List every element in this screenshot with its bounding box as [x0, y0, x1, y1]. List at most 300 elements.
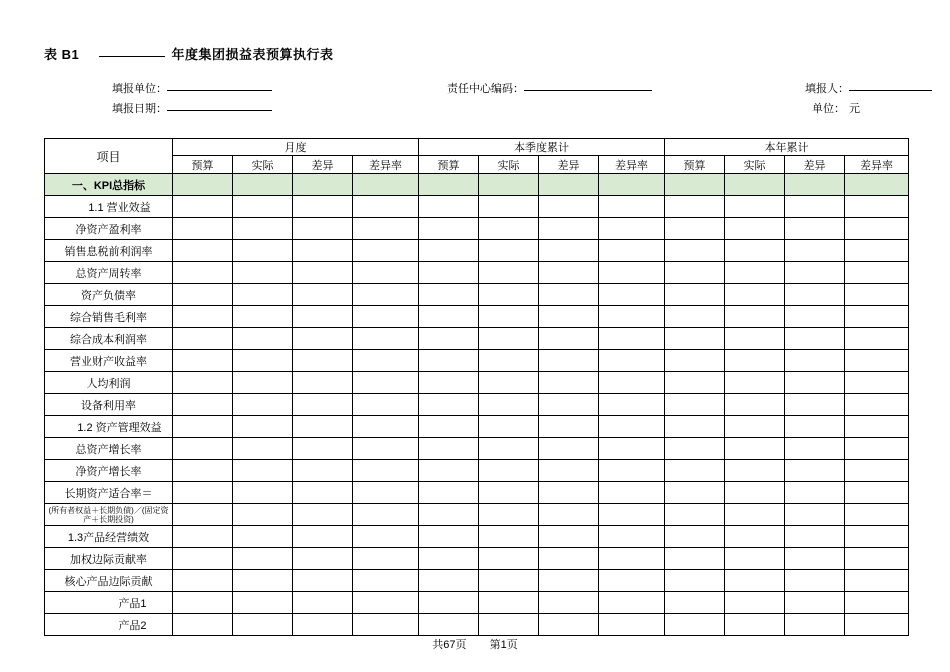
subheader-quarter-actual: 实际	[479, 156, 539, 174]
data-cell[interactable]	[233, 328, 293, 350]
table-row	[45, 548, 909, 570]
table-row	[45, 394, 909, 416]
data-cell[interactable]	[725, 482, 785, 504]
document-title-row	[44, 44, 334, 63]
data-cell[interactable]	[419, 416, 479, 438]
data-cell[interactable]	[599, 196, 665, 218]
data-cell[interactable]	[233, 570, 293, 592]
data-cell[interactable]	[725, 372, 785, 394]
data-cell[interactable]	[599, 614, 665, 636]
data-cell[interactable]	[725, 196, 785, 218]
data-cell[interactable]	[353, 218, 419, 240]
data-cell[interactable]	[599, 504, 665, 526]
data-cell[interactable]	[233, 614, 293, 636]
table-row	[45, 504, 909, 526]
data-cell[interactable]	[293, 394, 353, 416]
data-cell[interactable]	[479, 526, 539, 548]
data-cell[interactable]	[293, 416, 353, 438]
data-cell[interactable]	[419, 526, 479, 548]
data-cell[interactable]	[173, 174, 233, 196]
data-cell[interactable]	[599, 526, 665, 548]
data-cell[interactable]	[599, 218, 665, 240]
data-cell[interactable]	[353, 174, 419, 196]
data-cell[interactable]	[725, 262, 785, 284]
data-cell[interactable]	[725, 504, 785, 526]
data-cell[interactable]	[665, 174, 725, 196]
data-cell[interactable]	[785, 350, 845, 372]
data-cell[interactable]	[233, 394, 293, 416]
fill-unit-input[interactable]	[167, 90, 272, 91]
data-cell[interactable]	[233, 174, 293, 196]
data-cell[interactable]	[353, 262, 419, 284]
data-cell[interactable]	[353, 372, 419, 394]
data-cell[interactable]	[479, 482, 539, 504]
data-cell[interactable]	[785, 614, 845, 636]
data-cell[interactable]	[419, 438, 479, 460]
data-cell[interactable]	[845, 570, 909, 592]
data-cell[interactable]	[173, 372, 233, 394]
data-cell[interactable]	[785, 196, 845, 218]
data-cell[interactable]	[539, 548, 599, 570]
data-cell[interactable]	[479, 306, 539, 328]
data-cell[interactable]	[845, 328, 909, 350]
data-cell[interactable]	[419, 284, 479, 306]
row-label: 长期资产适合率＝	[45, 482, 173, 504]
data-cell[interactable]	[845, 548, 909, 570]
data-cell[interactable]	[539, 174, 599, 196]
data-cell[interactable]	[233, 218, 293, 240]
data-cell[interactable]	[539, 482, 599, 504]
data-cell[interactable]	[233, 482, 293, 504]
data-cell[interactable]	[293, 328, 353, 350]
row-label: 总资产增长率	[45, 438, 173, 460]
data-cell[interactable]	[173, 526, 233, 548]
data-cell[interactable]	[233, 548, 293, 570]
table-row	[45, 174, 909, 196]
data-cell[interactable]	[599, 482, 665, 504]
data-cell[interactable]	[725, 394, 785, 416]
row-label: 总资产周转率	[45, 262, 173, 284]
data-cell[interactable]	[173, 284, 233, 306]
data-cell[interactable]	[599, 350, 665, 372]
data-cell[interactable]	[539, 372, 599, 394]
subheader-quarter-variance-rate: 差异率	[599, 156, 665, 174]
data-cell[interactable]	[479, 570, 539, 592]
data-cell[interactable]	[173, 218, 233, 240]
data-cell[interactable]	[479, 504, 539, 526]
data-cell[interactable]	[233, 196, 293, 218]
data-cell[interactable]	[665, 262, 725, 284]
data-cell[interactable]	[845, 460, 909, 482]
row-label: 综合成本利润率	[45, 328, 173, 350]
data-cell[interactable]	[419, 328, 479, 350]
subheader-month-budget: 预算	[173, 156, 233, 174]
data-cell[interactable]	[353, 284, 419, 306]
data-cell[interactable]	[293, 284, 353, 306]
data-cell[interactable]	[845, 372, 909, 394]
data-cell[interactable]	[599, 570, 665, 592]
data-cell[interactable]	[233, 240, 293, 262]
data-cell[interactable]	[419, 174, 479, 196]
data-cell[interactable]	[293, 350, 353, 372]
data-cell[interactable]	[173, 438, 233, 460]
data-cell[interactable]	[173, 416, 233, 438]
data-cell[interactable]	[665, 372, 725, 394]
data-cell[interactable]	[479, 394, 539, 416]
data-cell[interactable]	[785, 460, 845, 482]
subheader-quarter-budget: 预算	[419, 156, 479, 174]
data-cell[interactable]	[233, 350, 293, 372]
data-cell[interactable]	[539, 328, 599, 350]
data-cell[interactable]	[785, 262, 845, 284]
data-cell[interactable]	[479, 284, 539, 306]
field-fill-unit	[112, 80, 272, 96]
data-cell[interactable]	[479, 614, 539, 636]
data-cell[interactable]	[479, 438, 539, 460]
data-cell[interactable]	[725, 526, 785, 548]
data-cell[interactable]	[785, 482, 845, 504]
table-row	[45, 416, 909, 438]
data-cell[interactable]	[599, 372, 665, 394]
data-cell[interactable]	[353, 548, 419, 570]
data-cell[interactable]	[353, 394, 419, 416]
data-cell[interactable]	[419, 460, 479, 482]
data-cell[interactable]	[293, 174, 353, 196]
data-cell[interactable]	[725, 548, 785, 570]
data-cell[interactable]	[233, 526, 293, 548]
data-cell[interactable]	[293, 482, 353, 504]
data-cell[interactable]	[665, 306, 725, 328]
data-cell[interactable]	[353, 350, 419, 372]
table-number: 表 B1	[44, 47, 80, 62]
fill-person-label: 填报人：	[805, 83, 849, 95]
data-cell[interactable]	[233, 592, 293, 614]
data-cell[interactable]	[599, 306, 665, 328]
page-footer	[0, 636, 950, 652]
data-cell[interactable]	[845, 438, 909, 460]
data-cell[interactable]	[665, 328, 725, 350]
data-cell[interactable]	[233, 372, 293, 394]
data-cell[interactable]	[665, 592, 725, 614]
data-cell[interactable]	[293, 262, 353, 284]
data-cell[interactable]	[419, 570, 479, 592]
data-cell[interactable]	[599, 416, 665, 438]
table-row	[45, 284, 909, 306]
data-cell[interactable]	[665, 504, 725, 526]
data-cell[interactable]	[785, 306, 845, 328]
data-cell[interactable]	[293, 570, 353, 592]
data-cell[interactable]	[293, 372, 353, 394]
data-cell[interactable]	[173, 196, 233, 218]
table-row	[45, 262, 909, 284]
table-row	[45, 482, 909, 504]
data-cell[interactable]	[293, 526, 353, 548]
data-cell[interactable]	[173, 548, 233, 570]
data-cell[interactable]	[599, 394, 665, 416]
data-cell[interactable]	[419, 196, 479, 218]
data-cell[interactable]	[845, 416, 909, 438]
data-cell[interactable]	[599, 548, 665, 570]
data-cell[interactable]	[479, 548, 539, 570]
data-cell[interactable]	[785, 328, 845, 350]
data-cell[interactable]	[845, 504, 909, 526]
budget-execution-table	[44, 138, 909, 636]
data-cell[interactable]	[479, 460, 539, 482]
data-cell[interactable]	[785, 218, 845, 240]
data-cell[interactable]	[665, 570, 725, 592]
data-cell[interactable]	[233, 460, 293, 482]
data-cell[interactable]	[419, 262, 479, 284]
data-cell[interactable]	[599, 262, 665, 284]
data-cell[interactable]	[293, 504, 353, 526]
data-cell[interactable]	[419, 240, 479, 262]
data-cell[interactable]	[785, 394, 845, 416]
data-cell[interactable]	[785, 416, 845, 438]
data-cell[interactable]	[233, 416, 293, 438]
field-center-code	[447, 80, 652, 96]
row-label: 净资产盈利率	[45, 218, 173, 240]
data-cell[interactable]	[599, 284, 665, 306]
data-cell[interactable]	[173, 614, 233, 636]
data-cell[interactable]	[353, 592, 419, 614]
data-cell[interactable]	[539, 504, 599, 526]
data-cell[interactable]	[479, 416, 539, 438]
data-cell[interactable]	[173, 394, 233, 416]
data-cell[interactable]	[845, 262, 909, 284]
data-cell[interactable]	[233, 504, 293, 526]
data-cell[interactable]	[785, 548, 845, 570]
data-cell[interactable]	[479, 262, 539, 284]
data-cell[interactable]	[665, 482, 725, 504]
data-cell[interactable]	[725, 174, 785, 196]
data-cell[interactable]	[419, 548, 479, 570]
column-group-quarter: 本季度累计	[419, 139, 665, 156]
data-cell[interactable]	[539, 240, 599, 262]
data-cell[interactable]	[233, 284, 293, 306]
data-cell[interactable]	[419, 350, 479, 372]
data-cell[interactable]	[725, 284, 785, 306]
data-cell[interactable]	[785, 174, 845, 196]
data-cell[interactable]	[785, 570, 845, 592]
data-cell[interactable]	[173, 570, 233, 592]
data-cell[interactable]	[845, 196, 909, 218]
data-cell[interactable]	[353, 196, 419, 218]
data-cell[interactable]	[479, 328, 539, 350]
data-cell[interactable]	[665, 438, 725, 460]
data-cell[interactable]	[599, 438, 665, 460]
data-cell[interactable]	[173, 350, 233, 372]
data-cell[interactable]	[293, 218, 353, 240]
data-cell[interactable]	[353, 240, 419, 262]
subheader-month-variance-rate: 差异率	[353, 156, 419, 174]
data-cell[interactable]	[539, 218, 599, 240]
data-cell[interactable]	[353, 504, 419, 526]
data-cell[interactable]	[845, 174, 909, 196]
measure-unit-value: 元	[849, 103, 860, 115]
row-label: 1.3产品经营绩效	[45, 526, 173, 548]
data-cell[interactable]	[173, 592, 233, 614]
data-cell[interactable]	[293, 240, 353, 262]
data-cell[interactable]	[785, 438, 845, 460]
data-cell[interactable]	[845, 284, 909, 306]
data-cell[interactable]	[353, 526, 419, 548]
data-cell[interactable]	[845, 526, 909, 548]
fill-date-input[interactable]	[167, 110, 272, 111]
data-cell[interactable]	[173, 328, 233, 350]
fill-person-input[interactable]	[849, 90, 932, 91]
data-cell[interactable]	[419, 218, 479, 240]
measure-unit-label: 单位：	[812, 103, 845, 115]
data-cell[interactable]	[173, 262, 233, 284]
data-cell[interactable]	[173, 482, 233, 504]
data-cell[interactable]	[725, 350, 785, 372]
data-cell[interactable]	[539, 614, 599, 636]
data-cell[interactable]	[479, 218, 539, 240]
data-cell[interactable]	[173, 460, 233, 482]
data-cell[interactable]	[725, 614, 785, 636]
data-cell[interactable]	[725, 438, 785, 460]
data-cell[interactable]	[845, 350, 909, 372]
data-cell[interactable]	[539, 438, 599, 460]
data-cell[interactable]	[785, 526, 845, 548]
data-cell[interactable]	[599, 240, 665, 262]
table-row	[45, 438, 909, 460]
data-cell[interactable]	[845, 240, 909, 262]
data-cell[interactable]	[293, 460, 353, 482]
data-cell[interactable]	[665, 240, 725, 262]
data-cell[interactable]	[479, 196, 539, 218]
data-cell[interactable]	[293, 592, 353, 614]
data-cell[interactable]	[665, 218, 725, 240]
data-cell[interactable]	[539, 570, 599, 592]
data-cell[interactable]	[419, 372, 479, 394]
table-row	[45, 526, 909, 548]
data-cell[interactable]	[539, 394, 599, 416]
data-cell[interactable]	[539, 416, 599, 438]
data-cell[interactable]	[353, 460, 419, 482]
data-cell[interactable]	[419, 504, 479, 526]
data-cell[interactable]	[665, 526, 725, 548]
page-title: 年度集团损益表预算执行表	[171, 47, 334, 62]
data-cell[interactable]	[665, 614, 725, 636]
data-cell[interactable]	[785, 240, 845, 262]
data-cell[interactable]	[539, 592, 599, 614]
column-group-year: 本年累计	[665, 139, 909, 156]
data-cell[interactable]	[479, 372, 539, 394]
data-cell[interactable]	[785, 504, 845, 526]
data-cell[interactable]	[665, 284, 725, 306]
data-cell[interactable]	[539, 196, 599, 218]
data-cell[interactable]	[353, 328, 419, 350]
row-label: 营业财产收益率	[45, 350, 173, 372]
data-cell[interactable]	[599, 328, 665, 350]
data-cell[interactable]	[845, 482, 909, 504]
data-cell[interactable]	[479, 350, 539, 372]
data-cell[interactable]	[725, 240, 785, 262]
data-cell[interactable]	[665, 394, 725, 416]
data-cell[interactable]	[479, 240, 539, 262]
data-cell[interactable]	[353, 570, 419, 592]
data-cell[interactable]	[293, 614, 353, 636]
data-cell[interactable]	[785, 592, 845, 614]
data-cell[interactable]	[785, 284, 845, 306]
table-body	[45, 174, 909, 636]
data-cell[interactable]	[173, 504, 233, 526]
data-cell[interactable]	[725, 592, 785, 614]
data-cell[interactable]	[539, 262, 599, 284]
data-cell[interactable]	[665, 460, 725, 482]
data-cell[interactable]	[353, 306, 419, 328]
data-cell[interactable]	[293, 306, 353, 328]
row-label: 核心产品边际贡献	[45, 570, 173, 592]
data-cell[interactable]	[539, 350, 599, 372]
data-cell[interactable]	[845, 614, 909, 636]
data-cell[interactable]	[539, 526, 599, 548]
data-cell[interactable]	[599, 460, 665, 482]
data-cell[interactable]	[539, 306, 599, 328]
data-cell[interactable]	[725, 570, 785, 592]
row-label: 净资产增长率	[45, 460, 173, 482]
data-cell[interactable]	[725, 460, 785, 482]
data-cell[interactable]	[845, 218, 909, 240]
data-cell[interactable]	[539, 284, 599, 306]
data-cell[interactable]	[479, 174, 539, 196]
subheader-quarter-variance: 差异	[539, 156, 599, 174]
data-cell[interactable]	[479, 592, 539, 614]
data-cell[interactable]	[419, 592, 479, 614]
data-cell[interactable]	[419, 394, 479, 416]
data-cell[interactable]	[539, 460, 599, 482]
data-cell[interactable]	[353, 438, 419, 460]
data-cell[interactable]	[845, 592, 909, 614]
data-cell[interactable]	[845, 306, 909, 328]
center-code-input[interactable]	[524, 90, 652, 91]
data-cell[interactable]	[665, 548, 725, 570]
data-cell[interactable]	[725, 328, 785, 350]
data-cell[interactable]	[233, 438, 293, 460]
data-cell[interactable]	[725, 218, 785, 240]
row-label: 综合销售毛利率	[45, 306, 173, 328]
data-cell[interactable]	[353, 614, 419, 636]
row-label: 1.1 营业效益	[45, 196, 173, 218]
data-cell[interactable]	[785, 372, 845, 394]
data-cell[interactable]	[665, 196, 725, 218]
data-cell[interactable]	[419, 614, 479, 636]
table-header-group-row	[45, 139, 909, 156]
data-cell[interactable]	[725, 306, 785, 328]
data-cell[interactable]	[419, 306, 479, 328]
data-cell[interactable]	[599, 174, 665, 196]
data-cell[interactable]	[665, 416, 725, 438]
data-cell[interactable]	[419, 482, 479, 504]
data-cell[interactable]	[845, 394, 909, 416]
data-cell[interactable]	[293, 438, 353, 460]
data-cell[interactable]	[665, 350, 725, 372]
data-cell[interactable]	[173, 240, 233, 262]
data-cell[interactable]	[353, 416, 419, 438]
fill-unit-label: 填报单位：	[112, 83, 167, 95]
data-cell[interactable]	[173, 306, 233, 328]
data-cell[interactable]	[725, 416, 785, 438]
data-cell[interactable]	[353, 482, 419, 504]
data-cell[interactable]	[293, 196, 353, 218]
table-row	[45, 372, 909, 394]
subheader-year-budget: 预算	[665, 156, 725, 174]
data-cell[interactable]	[233, 262, 293, 284]
data-cell[interactable]	[293, 548, 353, 570]
data-cell[interactable]	[599, 592, 665, 614]
data-cell[interactable]	[233, 306, 293, 328]
